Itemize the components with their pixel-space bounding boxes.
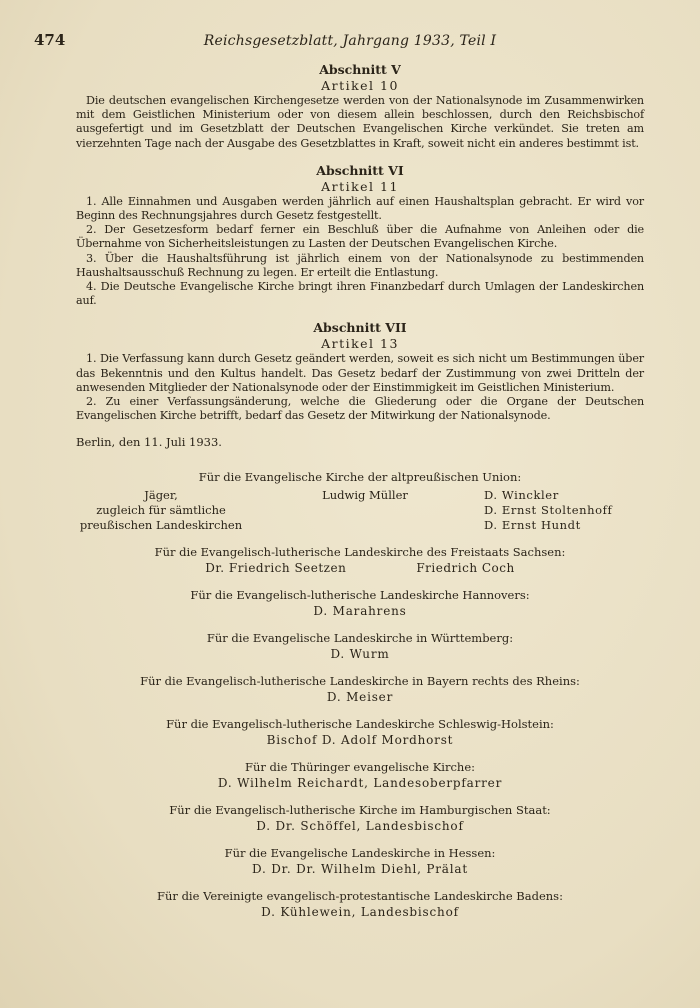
- signer-name: D. Wurm: [330, 647, 390, 662]
- signer-name: D. Marahrens: [313, 604, 407, 619]
- article-10-heading: Artikel 10: [321, 78, 399, 93]
- section-v-heading: Abschnitt V: [319, 62, 401, 77]
- church-heading-baden: Für die Vereinigte evangelisch-protestantische Landeskirche Badens:: [157, 889, 563, 904]
- church-heading-thueringen: Für die Thüringer evangelische Kirche:: [244, 760, 476, 775]
- article-13-para-1: 1. Die Verfassung kann durch Gesetz geändert werden, soweit es sich nicht um Bestimmungen über das Bekenntnis und den Kultus handelt. Das Gesetz bedarf der Zustimmung von zwei Dritteln der anwesenden Mitglieder der Nationalsynode oder der Einstimmigkeit im Geistlichen Ministerium.: [76, 352, 644, 394]
- page-content: [76, 62, 644, 920]
- signer-name: D. Wilhelm Reichardt, Landesoberpfarrer: [217, 776, 503, 791]
- signer-name: Jäger,: [144, 488, 178, 503]
- signer-name: Friedrich Coch: [416, 561, 515, 576]
- section-vii-heading: Abschnitt VII: [313, 320, 407, 336]
- section-vi-heading: Abschnitt VI: [316, 162, 404, 178]
- saxony-signatures: [76, 560, 644, 576]
- signer-name: D. Dr. Dr. Wilhelm Diehl, Prälat: [252, 862, 468, 877]
- article-11-para-1: 1. Alle Einnahmen und Ausgaben werden jährlich auf einen Haushaltsplan gebracht. Er wird vor Beginn des Rechnungsjahres durch Gesetz festgestellt.: [76, 194, 644, 223]
- running-title: Reichsgesetzblatt, Jahrgang 1933, Teil I: [203, 33, 497, 49]
- church-heading-schleswig-holstein: Für die Evangelisch-lutherische Landeskirche Schleswig-Holstein:: [166, 717, 554, 732]
- signature-jaeger: [76, 488, 246, 533]
- signer-note: preußischen Landeskirchen: [79, 518, 243, 533]
- church-heading-hessen: Für die Evangelische Landeskirche in Hessen:: [224, 846, 496, 861]
- church-heading-prussia: Für die Evangelische Kirche der altpreußischen Union:: [198, 470, 522, 485]
- church-heading-hamburg: Für die Evangelisch-lutherische Kirche im Hamburgischen Staat:: [169, 803, 551, 818]
- signer-name: Bischof D. Adolf Mordhorst: [266, 733, 454, 748]
- article-10-text: Die deutschen evangelischen Kirchengesetze werden von der Nationalsynode im Zusammenwirken mit dem Geistlichen Ministerium oder von diesem allein beschlossen, durch den Reichsbischof ausgefertigt und im Gesetzblatt der Deutschen Evangelischen Kirche verkündet. Sie treten am vierzehnten Tage nach der Ausgabe des Gesetzblattes in Kraft, soweit nicht ein anderes bestimmt ist.: [76, 94, 644, 150]
- signer-name: D. Winckler: [484, 488, 559, 503]
- signature-mueller: [290, 488, 440, 533]
- article-13-heading: Artikel 13: [321, 336, 399, 352]
- signer-name: D. Dr. Schöffel, Landesbischof: [256, 819, 464, 834]
- church-heading-hannover: Für die Evangelisch-lutherische Landeskirche Hannovers:: [190, 588, 530, 603]
- signer-name: D. Ernst Hundt: [484, 518, 581, 533]
- church-heading-wuerttemberg: Für die Evangelische Landeskirche in Württemberg:: [206, 631, 514, 646]
- article-11-para-3: 3. Über die Haushaltsführung ist jährlich einem von der Nationalsynode zu bestimmenden Haushaltsausschuß Rechnung zu legen. Er erteilt die Entlastung.: [76, 251, 644, 279]
- article-11-para-2: 2. Der Gesetzesform bedarf ferner ein Beschluß über die Aufnahme von Anleihen oder die Übernahme von Sicherheitsleistungen zu Lasten der Deutschen Evangelischen Kirche.: [76, 223, 644, 251]
- signer-name: D. Kühlewein, Landesbischof: [261, 905, 459, 920]
- date-line: Berlin, den 11. Juli 1933.: [76, 435, 222, 450]
- signer-name: Ludwig Müller: [322, 488, 408, 503]
- article-13-para-2: 2. Zu einer Verfassungsänderung, welche die Gliederung oder die Organe der Deutschen Evangelischen Kirche betrifft, bedarf das Gesetz der Mitwirkung der Nationalsynode.: [76, 395, 644, 423]
- article-11-heading: Artikel 11: [321, 178, 399, 194]
- page-number: 474: [34, 31, 66, 49]
- signer-note: zugleich für sämtliche: [96, 503, 226, 518]
- signer-name: Dr. Friedrich Seetzen: [205, 561, 347, 576]
- page-header: [34, 31, 666, 49]
- signature-group: [484, 488, 644, 533]
- signer-name: D. Meiser: [326, 690, 394, 705]
- church-heading-bayern: Für die Evangelisch-lutherische Landeskirche in Bayern rechts des Rheins:: [140, 674, 580, 689]
- prussia-signatures: [76, 488, 644, 533]
- signer-name: D. Ernst Stoltenhoff: [484, 503, 613, 518]
- church-heading-saxony: Für die Evangelisch-lutherische Landeskirche des Freistaats Sachsen:: [154, 545, 566, 560]
- article-11-para-4: 4. Die Deutsche Evangelische Kirche bringt ihren Finanzbedarf durch Umlagen der Landeskirchen auf.: [76, 280, 644, 308]
